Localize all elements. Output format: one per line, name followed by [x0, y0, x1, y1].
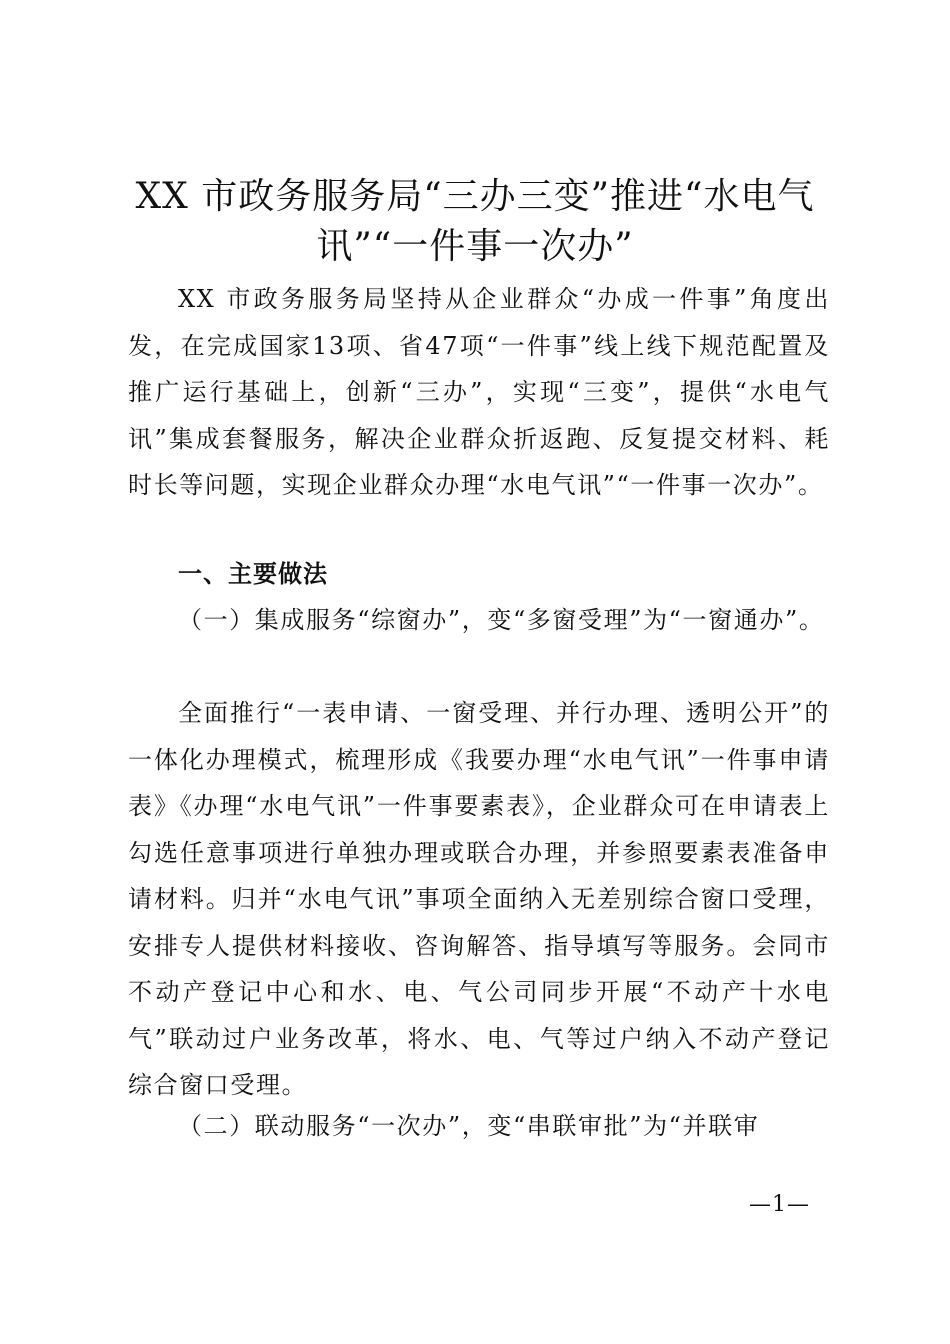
page-number: —1—: [749, 1192, 810, 1217]
intro-paragraph: XX 市政务服务局坚持从企业群众“办成一件事”角度出发，在完成国家13项、省47项“一件事”线上线下规范配置及推广运行基础上，创新“三办”，实现“三变”，提供“水电气讯”集成套餐服务，解决企业群众折返跑、反复提交材料、耗时长等问题，实现企业群众办理“水电气讯”“一件事一次办”。: [128, 285, 830, 499]
body-paragraph-one: 全面推行“一表申请、一窗受理、并行办理、透明公开”的一体化办理模式，梳理形成《我要办理“水电气讯”一件事申请表》《办理“水电气讯”一件事要素表》，企业群众可在申请表上勾选任意事项进行单独办理或联合办理，并参照要素表准备申请材料。归并“水电气讯”事项全面纳入无差别综合窗口受理，安排专人提供材料接收、咨询解答、指导填写等服务。会同市不动产登记中心和水、电、气公司同步开展“不动产十水电气”联动过户业务改革，将水、电、气等过户纳入不动产登记综合窗口受理。: [128, 699, 830, 1099]
document-title: XX 市政务服务局“三办三变”推进“水电气讯”“一件事一次办”: [135, 176, 815, 267]
subheading-two: （二）联动服务“一次办”，变“串联审批”为“并联审: [178, 1112, 760, 1140]
subheading-one: （一）集成服务“综窗办”，变“多窗受理”为“一窗通办”。: [178, 606, 825, 634]
section-heading: 一、主要做法: [178, 560, 328, 588]
